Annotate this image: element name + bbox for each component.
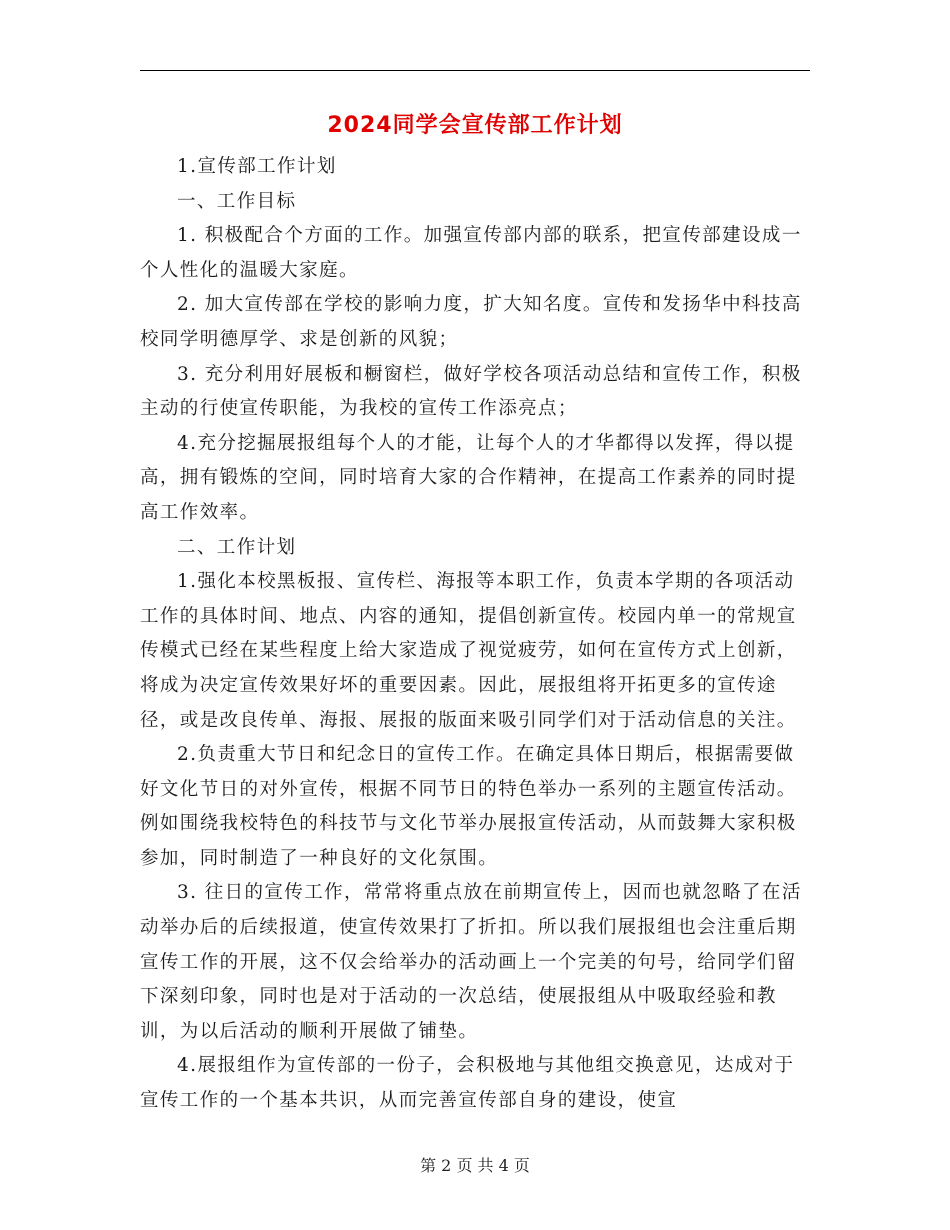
paragraph: 2. 加大宣传部在学校的影响力度，扩大知名度。宣传和发扬华中科技高校同学明德厚学、求是创新的风貌； [140, 294, 802, 350]
section-heading: 一、工作目标 [177, 190, 297, 212]
paragraph: 1.强化本校黑板报、宣传栏、海报等本职工作，负责本学期的各项活动工作的具体时间、地点、内容的通知，提倡创新宣传。校园内单一的常规宣传模式已经在某些程度上给大家造成了视觉疲劳，如何在宣传方式上创新，将成为决定宣传效果好坏的重要因素。因此，展报组将开拓更多的宣传途径，或是改良传单、海报、展报的版面来吸引同学们对于活动信息的关注。 [140, 571, 797, 731]
paragraph: 3. 往日的宣传工作，常常将重点放在前期宣传上，因而也就忽略了在活动举办后的后续报道，使宣传效果打了折扣。所以我们展报组也会注重后期宣传工作的开展，这不仅会给举办的活动画上一个完美的句号，给同学们留下深刻印象，同时也是对于活动的一次总结，使展报组从中吸取经验和教训，为以后活动的顺利开展做了铺垫。 [140, 882, 802, 1042]
header-rule [140, 70, 810, 71]
paragraph: 1.宣传部工作计划 [177, 156, 337, 177]
document-title: 2024同学会宣传部工作计划 [327, 113, 623, 138]
paragraph: 4.充分挖掘展报组每个人的才能，让每个人的才华都得以发挥，得以提高，拥有锻炼的空间，同时培育大家的合作精神，在提高工作素养的同时提高工作效率。 [140, 432, 797, 523]
paragraph: 4.展报组作为宣传部的一份子，会积极地与其他组交换意见，达成对于宣传工作的一个基本共识，从而完善宣传部自身的建设，使宣 [140, 1055, 795, 1112]
paragraph: 3. 充分利用好展板和橱窗栏，做好学校各项活动总结和宣传工作，积极主动的行使宣传职能，为我校的宣传工作添亮点； [140, 363, 802, 420]
paragraph: 1. 积极配合个方面的工作。加强宣传部内部的联系，把宣传部建设成一个人性化的温暖大家庭。 [140, 225, 802, 281]
page-number-footer: 第 2 页 共 4 页 [420, 1156, 530, 1175]
section-heading: 二、工作计划 [177, 536, 297, 558]
document-body [140, 150, 810, 1119]
paragraph: 2.负责重大节日和纪念日的宣传工作。在确定具体日期后，根据需要做好文化节日的对外宣传，根据不同节日的特色举办一系列的主题宣传活动。例如围绕我校特色的科技节与文化节举办展报宣传活动，从而鼓舞大家积极参加，同时制造了一种良好的文化氛围。 [140, 744, 797, 869]
